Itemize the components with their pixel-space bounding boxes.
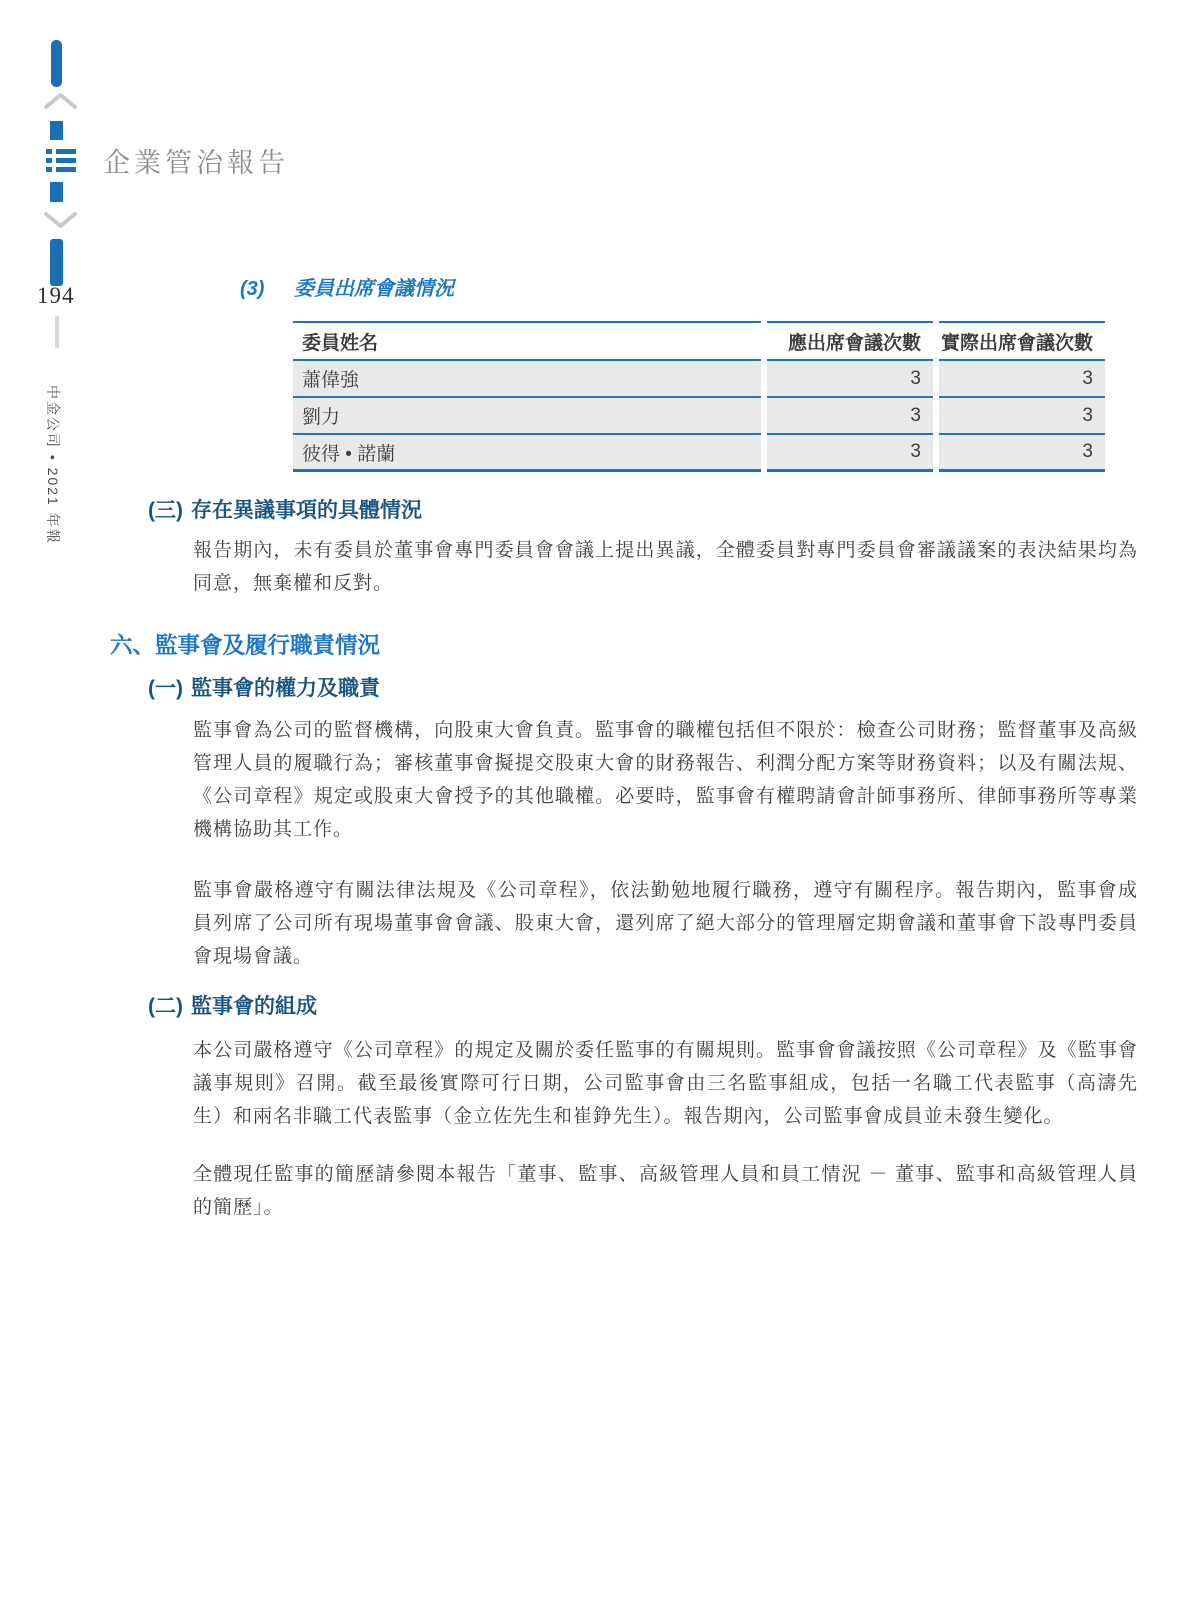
member-name: 彼得 • 諾蘭: [293, 435, 761, 472]
dissent-paragraph: 報告期內，未有委員於董事會專門委員會會議上提出異議，全體委員對專門委員會審議議案的表決結果均為同意，無棄權和反對。: [193, 540, 1138, 594]
column-header-name: 委員姓名: [293, 321, 761, 361]
section-marker-top: [50, 121, 63, 140]
powers-paragraph-1: 監事會為公司的監督機構，向股東大會負責。監事會的職權包括但不限於：檢查公司財務；監督董事及高級管理人員的履職行為；審核董事會擬提交股東大會的財務報告、利潤分配方案等財務資料；以及有關法規、《公司章程》規定或股東大會授予的其他職權。必要時，監事會有權聘請會計師事務所、律師事務所等專業機構協助其工作。: [193, 720, 1138, 840]
heading-dissent: [148, 494, 422, 524]
sidebar-top-bar: [51, 40, 62, 87]
attendance-table-title-text: 委員出席會議情況: [294, 278, 454, 300]
table-row: [293, 435, 1105, 472]
actual-meetings: 3: [939, 435, 1105, 472]
heading-dissent-label: (三): [148, 499, 183, 522]
vertical-caption: 中金公司 • 2021 年報: [45, 385, 61, 545]
heading-dissent-title: 存在異議事項的具體情況: [191, 499, 422, 522]
composition-paragraph-2: 全體現任監事的簡歷請參閱本報告「董事、監事、高級管理人員和員工情況 － 董事、監事和高級管理人員的簡歷」。: [193, 1164, 1138, 1218]
actual-meetings: 3: [939, 398, 1105, 435]
running-head: 企業管治報告: [103, 148, 289, 178]
attendance-table: [293, 321, 1105, 472]
table-header-row: [293, 321, 1105, 361]
composition-paragraph-1: 本公司嚴格遵守《公司章程》的規定及關於委任監事的有關規則。監事會會議按照《公司章程》及《監事會議事規則》召開。截至最後實際可行日期，公司監事會由三名監事組成，包括一名職工代表監事（高濤先生）和兩名非職工代表監事（金立佐先生和崔錚先生）。報告期內，公司監事會成員並未發生變化。: [193, 1040, 1138, 1127]
chevron-up-icon[interactable]: [44, 92, 77, 109]
attendance-table-title: [240, 272, 454, 301]
column-header-actual: 實際出席會議次數: [939, 321, 1105, 361]
table-row: [293, 398, 1105, 435]
powers-paragraph-2: 監事會嚴格遵守有關法律法規及《公司章程》，依法勤勉地履行職務，遵守有關程序。報告期內，監事會成員列席了公司所有現場董事會會議、股東大會，還列席了絕大部分的管理層定期會議和董事會下設專門委員會現場會議。: [193, 880, 1138, 967]
column-header-required: 應出席會議次數: [767, 321, 933, 361]
heading-powers-duties: [148, 672, 380, 702]
heading-powers-duties-title: 監事會的權力及職責: [191, 677, 380, 700]
heading-composition-label: (二): [148, 995, 183, 1018]
page-number-tick: [55, 316, 59, 348]
page-number: 194: [37, 283, 75, 308]
required-meetings: 3: [767, 361, 933, 398]
section-marker-bottom: [50, 182, 63, 202]
sidebar-bottom-bar: [50, 239, 63, 286]
heading-powers-duties-label: (一): [148, 677, 183, 700]
chevron-down-icon[interactable]: [44, 212, 77, 229]
list-icon[interactable]: [46, 149, 76, 172]
heading-composition: [148, 990, 317, 1020]
heading-composition-title: 監事會的組成: [191, 995, 317, 1018]
member-name: 劉力: [293, 398, 761, 435]
member-name: 蕭偉強: [293, 361, 761, 398]
attendance-table-label: (3): [240, 278, 265, 300]
required-meetings: 3: [767, 398, 933, 435]
actual-meetings: 3: [939, 361, 1105, 398]
required-meetings: 3: [767, 435, 933, 472]
heading-supervisory-board: 六、監事會及履行職責情況: [110, 633, 381, 658]
table-row: [293, 361, 1105, 398]
